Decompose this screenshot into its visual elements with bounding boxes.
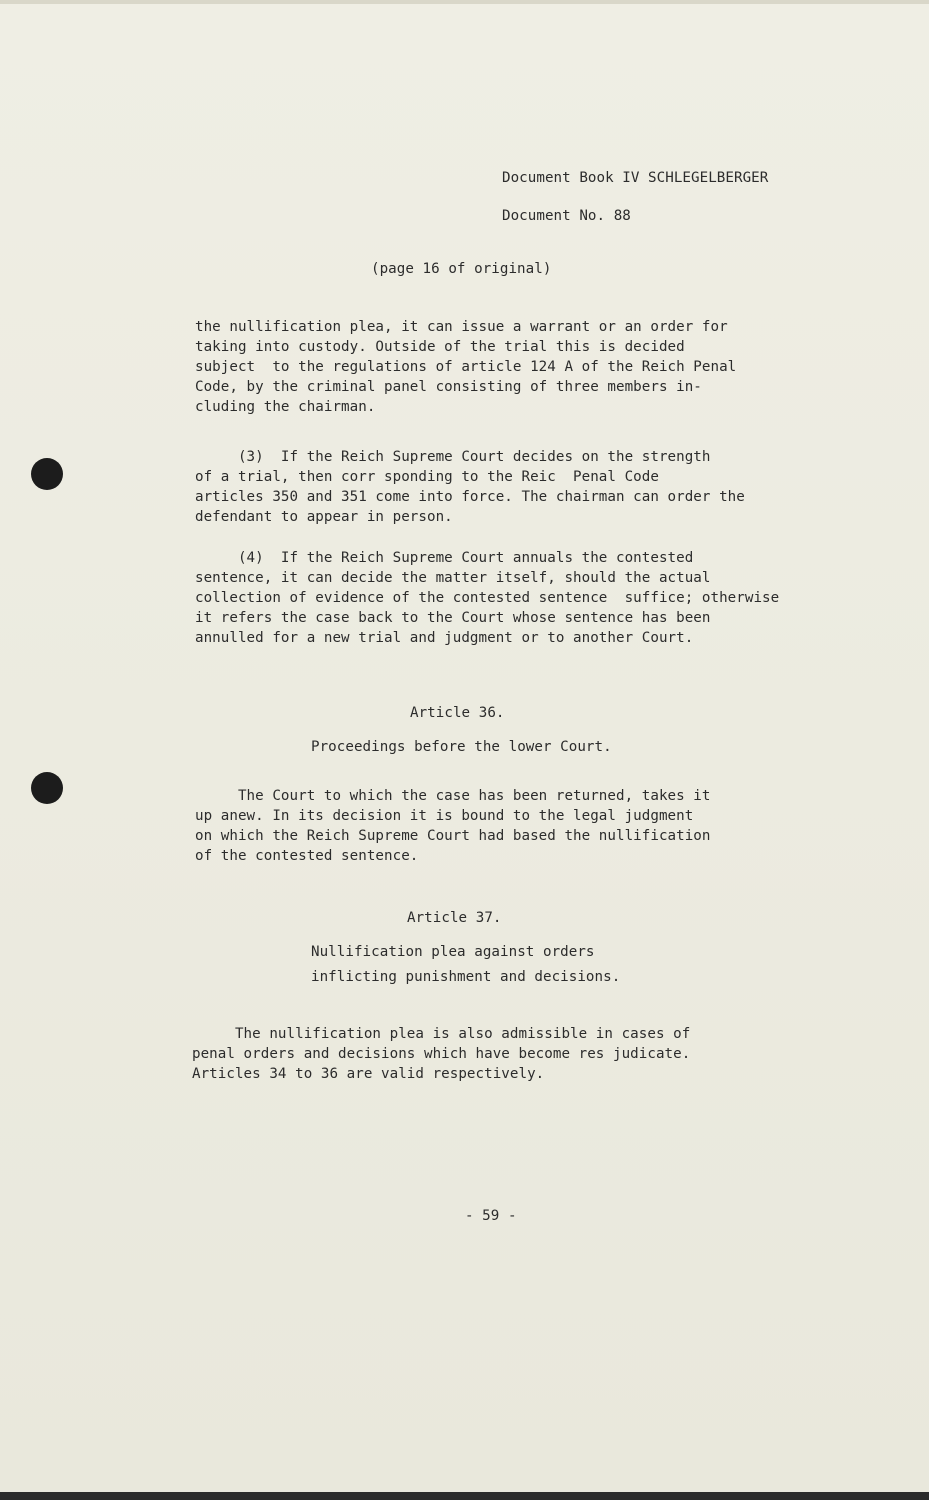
text-line: (4) If the Reich Supreme Court annuals the contested xyxy=(195,550,694,566)
text-line: taking into custody. Outside of the trial this is decided xyxy=(195,339,685,355)
article-37-subtitle-line-2: inflicting punishment and decisions. xyxy=(311,969,621,985)
text-line: articles 350 and 351 come into force. The chairman can order the xyxy=(195,489,745,505)
text-line: it refers the case back to the Court whose sentence has been xyxy=(195,610,711,626)
page-bottom-edge xyxy=(0,1492,929,1500)
article-36-title: Article 36. xyxy=(410,705,505,721)
page-reference: (page 16 of original) xyxy=(371,261,552,277)
article-37-text xyxy=(192,1024,690,1084)
text-line: cluding the chairman. xyxy=(195,399,376,415)
page-top-edge xyxy=(0,0,929,4)
text-line: of a trial, then corr sponding to the Reic Penal Code xyxy=(195,469,659,485)
punch-hole-top xyxy=(31,458,63,490)
article-37-subtitle-line-1: Nullification plea against orders xyxy=(311,944,595,960)
paragraph-nullification-plea xyxy=(195,317,736,417)
text-line: (3) If the Reich Supreme Court decides on the strength xyxy=(195,449,711,465)
paragraph-section-3 xyxy=(195,447,745,527)
text-line: collection of evidence of the contested sentence suffice; otherwise xyxy=(195,590,780,606)
text-line: of the contested sentence. xyxy=(195,848,419,864)
text-line: annulled for a new trial and judgment or to another Court. xyxy=(195,630,694,646)
text-line: The Court to which the case has been returned, takes it xyxy=(195,788,711,804)
text-line: penal orders and decisions which have become res judicate. xyxy=(192,1046,691,1062)
document-book-header: Document Book IV SCHLEGELBERGER xyxy=(502,170,769,186)
text-line: defendant to appear in person. xyxy=(195,509,453,525)
text-line: on which the Reich Supreme Court had based the nullification xyxy=(195,828,711,844)
text-line: up anew. In its decision it is bound to the legal judgment xyxy=(195,808,694,824)
paragraph-section-4 xyxy=(195,548,779,648)
text-line: sentence, it can decide the matter itself, should the actual xyxy=(195,570,711,586)
text-line: the nullification plea, it can issue a warrant or an order for xyxy=(195,319,728,335)
article-36-text xyxy=(195,786,711,866)
article-37-title: Article 37. xyxy=(407,910,502,926)
article-36-subtitle: Proceedings before the lower Court. xyxy=(311,739,612,755)
text-line: The nullification plea is also admissible in cases of xyxy=(192,1026,691,1042)
text-line: Articles 34 to 36 are valid respectively. xyxy=(192,1066,545,1082)
page-number: - 59 - xyxy=(465,1208,517,1224)
punch-hole-bottom xyxy=(31,772,63,804)
text-line: Code, by the criminal panel consisting of three members in- xyxy=(195,379,702,395)
text-line: subject to the regulations of article 124 A of the Reich Penal xyxy=(195,359,737,375)
document-number-header: Document No. 88 xyxy=(502,208,631,224)
